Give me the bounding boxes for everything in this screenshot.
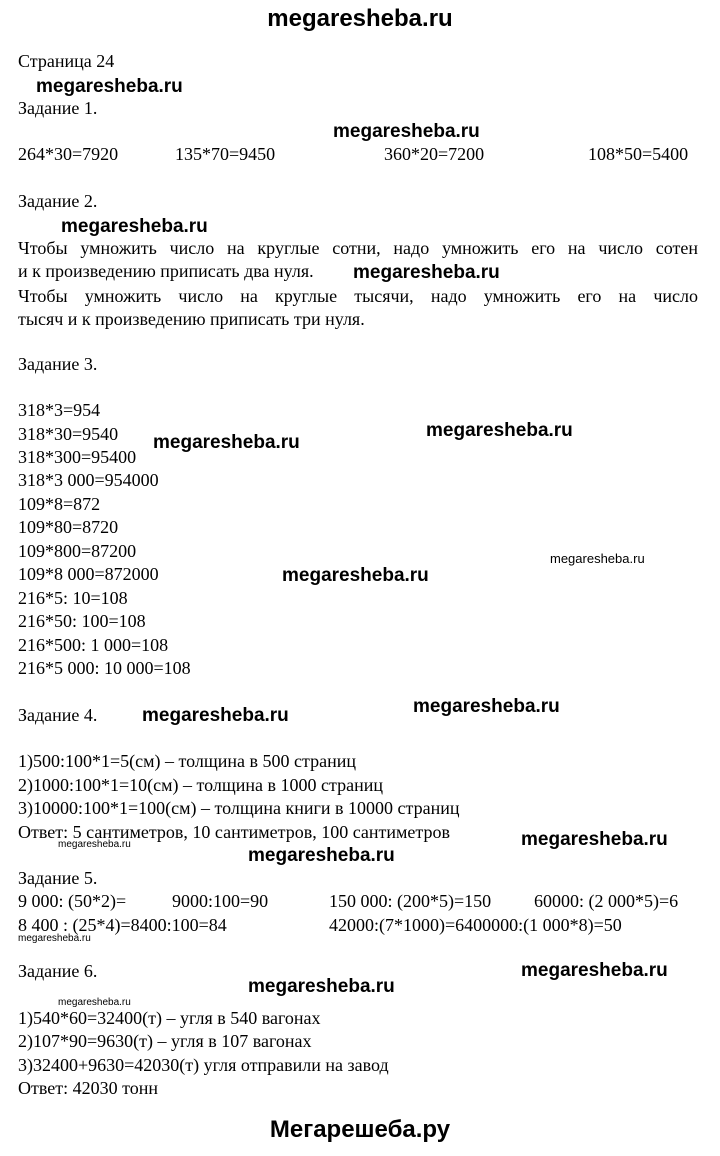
task3-line: 318*30=9540 <box>18 424 119 444</box>
task5-expression: 9 000: (50*2)= <box>18 891 127 911</box>
watermark: megaresheba.ru <box>282 565 429 586</box>
task5-expression: 60000: (2 000*5)=6 <box>534 891 679 911</box>
watermark: megaresheba.ru <box>61 216 208 237</box>
task2-paragraph1-line2: и к произведению приписать два нуля. <box>18 261 314 281</box>
task5-expression: 150 000: (200*5)=150 <box>329 891 492 911</box>
task3-line: 109*8 000=872000 <box>18 564 159 584</box>
task3-line: 109*800=87200 <box>18 541 137 561</box>
watermark-tiny: megaresheba.ru <box>58 839 131 850</box>
watermark: megaresheba.ru <box>413 696 560 717</box>
task2-paragraph1-line1: Чтобы умножить число на круглые сотни, надо умножить его на число сотен <box>18 238 698 258</box>
task6-line: 3)32400+9630=42030(т) угля отправили на завод <box>18 1055 389 1075</box>
watermark: megaresheba.ru <box>248 845 395 866</box>
task2-title: Задание 2. <box>18 191 98 211</box>
task4-line: Ответ: 5 сантиметров, 10 сантиметров, 100 сантиметров <box>18 822 450 842</box>
task3-title: Задание 3. <box>18 354 98 374</box>
watermark-small: megaresheba.ru <box>550 551 645 566</box>
task3-line: 109*80=8720 <box>18 517 119 537</box>
task3-line: 216*500: 1 000=108 <box>18 635 169 655</box>
task5-expression: 9000:100=90 <box>172 891 269 911</box>
task3-line: 318*300=95400 <box>18 447 137 467</box>
task3-line: 216*5 000: 10 000=108 <box>18 658 191 678</box>
watermark: megaresheba.ru <box>153 432 300 453</box>
task4-title: Задание 4. <box>18 705 98 725</box>
task1-item: 360*20=7200 <box>384 144 485 164</box>
watermark: megaresheba.ru <box>521 960 668 981</box>
task3-line: 109*8=872 <box>18 494 101 514</box>
task4-line: 3)10000:100*1=100(см) – толщина книги в 10000 страниц <box>18 798 460 818</box>
watermark: megaresheba.ru <box>521 829 668 850</box>
watermark: megaresheba.ru <box>333 121 480 142</box>
task6-line: 2)107*90=9630(т) – угля в 107 вагонах <box>18 1031 312 1051</box>
task5-expression: 8 400 : (25*4)=8400:100=84 <box>18 915 227 935</box>
task6-line: Ответ: 42030 тонн <box>18 1078 159 1098</box>
task3-line: 216*5: 10=108 <box>18 588 128 608</box>
task4-line: 1)500:100*1=5(см) – толщина в 500 страниц <box>18 751 356 771</box>
task2-paragraph2-line1: Чтобы умножить число на круглые тысячи, надо умножить его на число <box>18 286 698 306</box>
watermark: megaresheba.ru <box>248 976 395 997</box>
site-header: megaresheba.ru <box>267 5 453 32</box>
task3-line: 216*50: 100=108 <box>18 611 146 631</box>
task6-line: 1)540*60=32400(т) – угля в 540 вагонах <box>18 1008 321 1028</box>
task6-title: Задание 6. <box>18 961 98 981</box>
task1-title: Задание 1. <box>18 98 98 118</box>
watermark: megaresheba.ru <box>353 262 500 283</box>
task4-line: 2)1000:100*1=10(см) – толщина в 1000 страниц <box>18 775 383 795</box>
page-label: Страница 24 <box>18 51 115 71</box>
task1-item: 135*70=9450 <box>175 144 276 164</box>
watermark-tiny: megaresheba.ru <box>58 997 131 1008</box>
task5-expression: 42000:(7*1000)=6400000:(1 000*8)=50 <box>329 915 622 935</box>
task1-item: 108*50=5400 <box>588 144 689 164</box>
watermark: megaresheba.ru <box>142 705 289 726</box>
task3-line: 318*3 000=954000 <box>18 470 159 490</box>
task5-title: Задание 5. <box>18 868 98 888</box>
task3-line: 318*3=954 <box>18 400 101 420</box>
task2-paragraph2-line2: тысяч и к произведению приписать три нуля. <box>18 309 365 329</box>
watermark: megaresheba.ru <box>36 76 183 97</box>
watermark-tiny: megaresheba.ru <box>18 933 91 944</box>
task1-item: 264*30=7920 <box>18 144 119 164</box>
site-footer: Мегарешеба.ру <box>269 1116 451 1143</box>
watermark: megaresheba.ru <box>426 420 573 441</box>
